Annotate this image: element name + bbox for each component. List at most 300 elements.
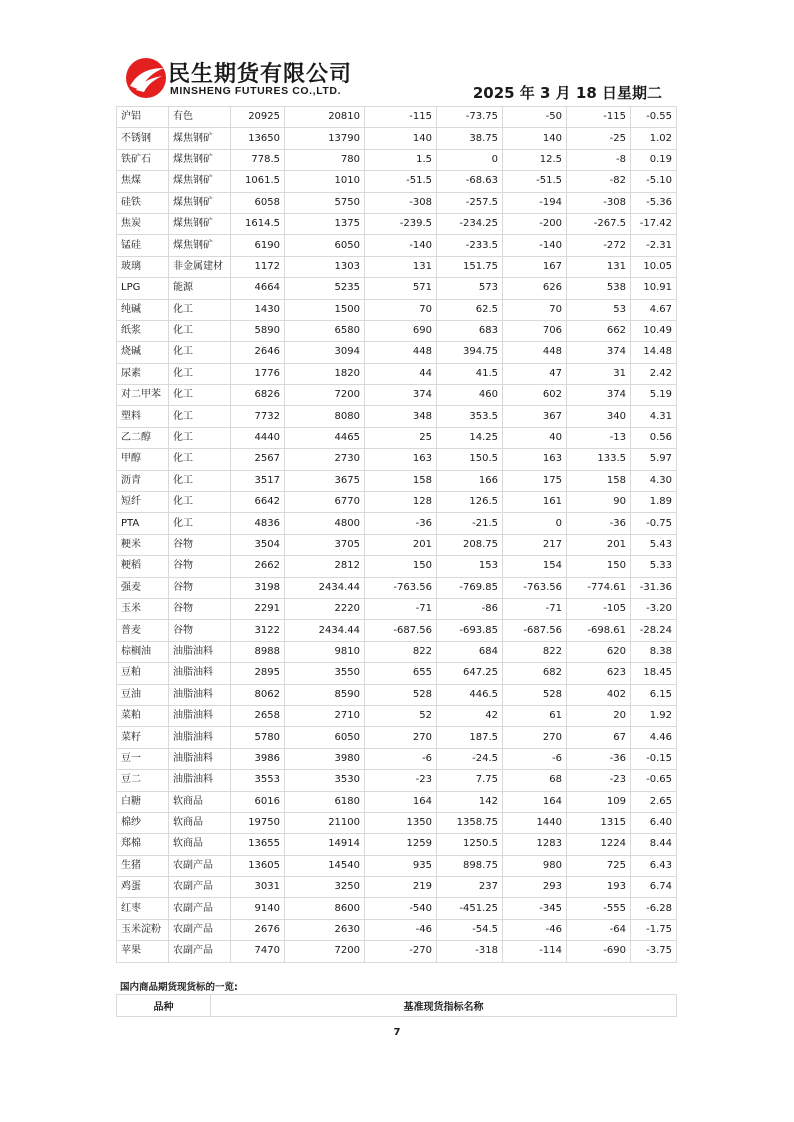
table-row xyxy=(117,620,677,641)
value-cell: 374 xyxy=(567,342,631,363)
value-cell: 448 xyxy=(503,342,567,363)
table-row xyxy=(117,641,677,662)
table-row xyxy=(117,941,677,962)
value-cell: 3504 xyxy=(231,534,285,555)
value-cell: 6190 xyxy=(231,235,285,256)
value-cell: 270 xyxy=(365,727,437,748)
value-cell: 10.49 xyxy=(631,320,677,341)
variety-cell: 苹果 xyxy=(117,941,169,962)
value-cell: 2658 xyxy=(231,705,285,726)
value-cell: 2812 xyxy=(285,556,365,577)
value-cell: 2676 xyxy=(231,919,285,940)
value-cell: -318 xyxy=(437,941,503,962)
value-cell: 13790 xyxy=(285,128,365,149)
table-row xyxy=(117,320,677,341)
value-cell: 348 xyxy=(365,406,437,427)
value-cell: -698.61 xyxy=(567,620,631,641)
table-row xyxy=(117,919,677,940)
value-cell: 573 xyxy=(437,278,503,299)
variety-cell: 对二甲苯 xyxy=(117,385,169,406)
value-cell: 3517 xyxy=(231,470,285,491)
sector-cell: 谷物 xyxy=(169,534,231,555)
sector-cell: 能源 xyxy=(169,278,231,299)
value-cell: 164 xyxy=(503,791,567,812)
value-cell: 2.42 xyxy=(631,363,677,384)
value-cell: 2220 xyxy=(285,598,365,619)
variety-cell: 铁矿石 xyxy=(117,149,169,170)
company-logo xyxy=(124,56,384,102)
value-cell: 4800 xyxy=(285,513,365,534)
table-row xyxy=(117,299,677,320)
value-cell: 2.65 xyxy=(631,791,677,812)
value-cell: 2646 xyxy=(231,342,285,363)
variety-cell: 豆二 xyxy=(117,770,169,791)
value-cell: -5.36 xyxy=(631,192,677,213)
value-cell: 4465 xyxy=(285,427,365,448)
variety-cell: 纸浆 xyxy=(117,320,169,341)
index-col-variety: 品种 xyxy=(117,995,211,1017)
value-cell: 1.02 xyxy=(631,128,677,149)
value-cell: -0.75 xyxy=(631,513,677,534)
value-cell: 0 xyxy=(437,149,503,170)
value-cell: 208.75 xyxy=(437,534,503,555)
value-cell: -73.75 xyxy=(437,107,503,128)
value-cell: 1.5 xyxy=(365,149,437,170)
value-cell: 7.75 xyxy=(437,770,503,791)
futures-basis-table xyxy=(116,106,677,963)
value-cell: 3675 xyxy=(285,470,365,491)
value-cell: -687.56 xyxy=(365,620,437,641)
value-cell: 126.5 xyxy=(437,492,503,513)
value-cell: 6642 xyxy=(231,492,285,513)
value-cell: 690 xyxy=(365,320,437,341)
value-cell: 4.46 xyxy=(631,727,677,748)
variety-cell: 粳稻 xyxy=(117,556,169,577)
value-cell: 1500 xyxy=(285,299,365,320)
sector-cell: 化工 xyxy=(169,363,231,384)
value-cell: -36 xyxy=(567,748,631,769)
value-cell: 133.5 xyxy=(567,449,631,470)
value-cell: 1.92 xyxy=(631,705,677,726)
value-cell: 402 xyxy=(567,684,631,705)
value-cell: 3986 xyxy=(231,748,285,769)
variety-cell: 锰硅 xyxy=(117,235,169,256)
value-cell: 3705 xyxy=(285,534,365,555)
value-cell: -31.36 xyxy=(631,577,677,598)
value-cell: 131 xyxy=(567,256,631,277)
sector-cell: 农副产品 xyxy=(169,941,231,962)
sector-cell: 化工 xyxy=(169,470,231,491)
value-cell: 374 xyxy=(567,385,631,406)
value-cell: 18.45 xyxy=(631,663,677,684)
value-cell: 187.5 xyxy=(437,727,503,748)
value-cell: 662 xyxy=(567,320,631,341)
value-cell: 38.75 xyxy=(437,128,503,149)
variety-cell: 鸡蛋 xyxy=(117,877,169,898)
sector-cell: 农副产品 xyxy=(169,919,231,940)
variety-cell: 沪铝 xyxy=(117,107,169,128)
value-cell: -50 xyxy=(503,107,567,128)
company-name-en: MINSHENG FUTURES CO.,LTD. xyxy=(170,85,342,97)
value-cell: -51.5 xyxy=(503,171,567,192)
value-cell: -24.5 xyxy=(437,748,503,769)
value-cell: 90 xyxy=(567,492,631,513)
value-cell: 683 xyxy=(437,320,503,341)
value-cell: 14.25 xyxy=(437,427,503,448)
value-cell: 163 xyxy=(365,449,437,470)
value-cell: -86 xyxy=(437,598,503,619)
value-cell: 7732 xyxy=(231,406,285,427)
value-cell: -115 xyxy=(365,107,437,128)
value-cell: 980 xyxy=(503,855,567,876)
value-cell: 1614.5 xyxy=(231,213,285,234)
table-row xyxy=(117,128,677,149)
value-cell: 20810 xyxy=(285,107,365,128)
value-cell: 47 xyxy=(503,363,567,384)
value-cell: -71 xyxy=(503,598,567,619)
value-cell: 0.19 xyxy=(631,149,677,170)
table-row xyxy=(117,149,677,170)
variety-cell: 烧碱 xyxy=(117,342,169,363)
value-cell: -46 xyxy=(503,919,567,940)
value-cell: 528 xyxy=(503,684,567,705)
value-cell: 1303 xyxy=(285,256,365,277)
value-cell: 7200 xyxy=(285,385,365,406)
value-cell: 1224 xyxy=(567,834,631,855)
value-cell: 682 xyxy=(503,663,567,684)
value-cell: 154 xyxy=(503,556,567,577)
sector-cell: 煤焦钢矿 xyxy=(169,171,231,192)
value-cell: 2895 xyxy=(231,663,285,684)
value-cell: 13605 xyxy=(231,855,285,876)
value-cell: 0 xyxy=(503,513,567,534)
variety-cell: 塑料 xyxy=(117,406,169,427)
value-cell: 40 xyxy=(503,427,567,448)
value-cell: 1350 xyxy=(365,812,437,833)
value-cell: 13650 xyxy=(231,128,285,149)
sector-cell: 软商品 xyxy=(169,791,231,812)
sector-cell: 煤焦钢矿 xyxy=(169,235,231,256)
company-name-cn: 民生期货有限公司 xyxy=(168,62,353,87)
value-cell: -6 xyxy=(503,748,567,769)
value-cell: 151.75 xyxy=(437,256,503,277)
variety-cell: 郑棉 xyxy=(117,834,169,855)
value-cell: 1.89 xyxy=(631,492,677,513)
variety-cell: 豆油 xyxy=(117,684,169,705)
value-cell: -105 xyxy=(567,598,631,619)
value-cell: 5.33 xyxy=(631,556,677,577)
value-cell: -54.5 xyxy=(437,919,503,940)
variety-cell: LPG xyxy=(117,278,169,299)
value-cell: 1430 xyxy=(231,299,285,320)
sector-cell: 油脂油料 xyxy=(169,748,231,769)
value-cell: -25 xyxy=(567,128,631,149)
value-cell: 164 xyxy=(365,791,437,812)
value-cell: 140 xyxy=(503,128,567,149)
table-row xyxy=(117,492,677,513)
value-cell: 8080 xyxy=(285,406,365,427)
value-cell: -36 xyxy=(567,513,631,534)
variety-cell: 棉纱 xyxy=(117,812,169,833)
value-cell: -140 xyxy=(503,235,567,256)
value-cell: 1259 xyxy=(365,834,437,855)
table-row xyxy=(117,598,677,619)
value-cell: 780 xyxy=(285,149,365,170)
value-cell: 822 xyxy=(365,641,437,662)
value-cell: 20925 xyxy=(231,107,285,128)
value-cell: 655 xyxy=(365,663,437,684)
sector-cell: 农副产品 xyxy=(169,898,231,919)
value-cell: -0.15 xyxy=(631,748,677,769)
value-cell: 62.5 xyxy=(437,299,503,320)
value-cell: 131 xyxy=(365,256,437,277)
value-cell: -555 xyxy=(567,898,631,919)
value-cell: 270 xyxy=(503,727,567,748)
value-cell: 6.40 xyxy=(631,812,677,833)
value-cell: -68.63 xyxy=(437,171,503,192)
value-cell: 4.31 xyxy=(631,406,677,427)
value-cell: -267.5 xyxy=(567,213,631,234)
value-cell: 150.5 xyxy=(437,449,503,470)
value-cell: 626 xyxy=(503,278,567,299)
value-cell: 10.91 xyxy=(631,278,677,299)
table-row xyxy=(117,513,677,534)
value-cell: 6180 xyxy=(285,791,365,812)
value-cell: 4836 xyxy=(231,513,285,534)
value-cell: -46 xyxy=(365,919,437,940)
variety-cell: 焦煤 xyxy=(117,171,169,192)
variety-cell: 玉米 xyxy=(117,598,169,619)
value-cell: 374 xyxy=(365,385,437,406)
value-cell: 3198 xyxy=(231,577,285,598)
table-row xyxy=(117,577,677,598)
report-date: 2025 年 3 月 18 日星期二 xyxy=(472,84,662,102)
value-cell: 4.30 xyxy=(631,470,677,491)
value-cell: 44 xyxy=(365,363,437,384)
variety-cell: 甲醇 xyxy=(117,449,169,470)
variety-cell: 豆一 xyxy=(117,748,169,769)
value-cell: -13 xyxy=(567,427,631,448)
value-cell: -239.5 xyxy=(365,213,437,234)
sector-cell: 化工 xyxy=(169,427,231,448)
sector-cell: 化工 xyxy=(169,513,231,534)
variety-cell: 白糖 xyxy=(117,791,169,812)
sector-cell: 油脂油料 xyxy=(169,663,231,684)
value-cell: 448 xyxy=(365,342,437,363)
value-cell: 1820 xyxy=(285,363,365,384)
value-cell: -140 xyxy=(365,235,437,256)
value-cell: 1061.5 xyxy=(231,171,285,192)
sector-cell: 有色 xyxy=(169,107,231,128)
value-cell: 1776 xyxy=(231,363,285,384)
variety-cell: 硅铁 xyxy=(117,192,169,213)
value-cell: 68 xyxy=(503,770,567,791)
variety-cell: 纯碱 xyxy=(117,299,169,320)
value-cell: 340 xyxy=(567,406,631,427)
sector-cell: 农副产品 xyxy=(169,877,231,898)
table-row xyxy=(117,171,677,192)
table-row xyxy=(117,791,677,812)
value-cell: 394.75 xyxy=(437,342,503,363)
value-cell: 446.5 xyxy=(437,684,503,705)
value-cell: -763.56 xyxy=(365,577,437,598)
value-cell: 8988 xyxy=(231,641,285,662)
table-row xyxy=(117,770,677,791)
value-cell: 153 xyxy=(437,556,503,577)
value-cell: -1.75 xyxy=(631,919,677,940)
table-row xyxy=(117,470,677,491)
value-cell: 1010 xyxy=(285,171,365,192)
table-row xyxy=(117,427,677,448)
value-cell: 571 xyxy=(365,278,437,299)
value-cell: -115 xyxy=(567,107,631,128)
variety-cell: 生猪 xyxy=(117,855,169,876)
value-cell: -769.85 xyxy=(437,577,503,598)
value-cell: 237 xyxy=(437,877,503,898)
value-cell: 2434.44 xyxy=(285,620,365,641)
table-row xyxy=(117,278,677,299)
value-cell: 6580 xyxy=(285,320,365,341)
value-cell: -0.55 xyxy=(631,107,677,128)
value-cell: 293 xyxy=(503,877,567,898)
value-cell: -345 xyxy=(503,898,567,919)
value-cell: 1375 xyxy=(285,213,365,234)
value-cell: 163 xyxy=(503,449,567,470)
value-cell: 158 xyxy=(567,470,631,491)
value-cell: 778.5 xyxy=(231,149,285,170)
sector-cell: 农副产品 xyxy=(169,855,231,876)
sector-cell: 煤焦钢矿 xyxy=(169,213,231,234)
sector-cell: 软商品 xyxy=(169,812,231,833)
value-cell: 201 xyxy=(567,534,631,555)
value-cell: -451.25 xyxy=(437,898,503,919)
sector-cell: 非金属建材 xyxy=(169,256,231,277)
value-cell: -308 xyxy=(567,192,631,213)
value-cell: 14.48 xyxy=(631,342,677,363)
sector-cell: 软商品 xyxy=(169,834,231,855)
value-cell: -194 xyxy=(503,192,567,213)
value-cell: 3031 xyxy=(231,877,285,898)
value-cell: 52 xyxy=(365,705,437,726)
value-cell: 602 xyxy=(503,385,567,406)
value-cell: 6826 xyxy=(231,385,285,406)
value-cell: 528 xyxy=(365,684,437,705)
value-cell: 2710 xyxy=(285,705,365,726)
sector-cell: 油脂油料 xyxy=(169,727,231,748)
value-cell: 166 xyxy=(437,470,503,491)
value-cell: -23 xyxy=(365,770,437,791)
value-cell: 647.25 xyxy=(437,663,503,684)
table-row xyxy=(117,256,677,277)
value-cell: 3980 xyxy=(285,748,365,769)
value-cell: 31 xyxy=(567,363,631,384)
value-cell: 460 xyxy=(437,385,503,406)
sector-cell: 煤焦钢矿 xyxy=(169,192,231,213)
variety-cell: 强麦 xyxy=(117,577,169,598)
value-cell: 1440 xyxy=(503,812,567,833)
variety-cell: 豆粕 xyxy=(117,663,169,684)
sector-cell: 油脂油料 xyxy=(169,770,231,791)
value-cell: 13655 xyxy=(231,834,285,855)
value-cell: 219 xyxy=(365,877,437,898)
value-cell: 6016 xyxy=(231,791,285,812)
value-cell: 5890 xyxy=(231,320,285,341)
value-cell: 6058 xyxy=(231,192,285,213)
table-row xyxy=(117,727,677,748)
value-cell: 41.5 xyxy=(437,363,503,384)
table-row xyxy=(117,406,677,427)
variety-cell: 短纤 xyxy=(117,492,169,513)
sector-cell: 煤焦钢矿 xyxy=(169,128,231,149)
variety-cell: 粳米 xyxy=(117,534,169,555)
table-row xyxy=(117,684,677,705)
sector-cell: 油脂油料 xyxy=(169,684,231,705)
variety-cell: 普麦 xyxy=(117,620,169,641)
value-cell: 8062 xyxy=(231,684,285,705)
table-row xyxy=(117,834,677,855)
table-row xyxy=(117,235,677,256)
value-cell: 8.38 xyxy=(631,641,677,662)
value-cell: -82 xyxy=(567,171,631,192)
value-cell: 5780 xyxy=(231,727,285,748)
value-cell: -114 xyxy=(503,941,567,962)
value-cell: 142 xyxy=(437,791,503,812)
table-row xyxy=(117,342,677,363)
value-cell: 8.44 xyxy=(631,834,677,855)
table-row xyxy=(117,663,677,684)
value-cell: -64 xyxy=(567,919,631,940)
value-cell: 935 xyxy=(365,855,437,876)
index-col-name: 基准现货指标名称 xyxy=(211,995,677,1017)
variety-cell: 焦炭 xyxy=(117,213,169,234)
value-cell: 8590 xyxy=(285,684,365,705)
variety-cell: 玉米淀粉 xyxy=(117,919,169,940)
variety-cell: 菜粕 xyxy=(117,705,169,726)
sector-cell: 油脂油料 xyxy=(169,641,231,662)
value-cell: -71 xyxy=(365,598,437,619)
value-cell: 353.5 xyxy=(437,406,503,427)
value-cell: 70 xyxy=(503,299,567,320)
value-cell: 25 xyxy=(365,427,437,448)
value-cell: 1172 xyxy=(231,256,285,277)
value-cell: 19750 xyxy=(231,812,285,833)
value-cell: 6770 xyxy=(285,492,365,513)
value-cell: -23 xyxy=(567,770,631,791)
value-cell: -200 xyxy=(503,213,567,234)
sector-cell: 谷物 xyxy=(169,577,231,598)
value-cell: 9140 xyxy=(231,898,285,919)
sector-cell: 煤焦钢矿 xyxy=(169,149,231,170)
table-row xyxy=(117,705,677,726)
table-row xyxy=(117,449,677,470)
value-cell: -6.28 xyxy=(631,898,677,919)
table-row xyxy=(117,534,677,555)
value-cell: 725 xyxy=(567,855,631,876)
variety-cell: 棕榈油 xyxy=(117,641,169,662)
variety-cell: PTA xyxy=(117,513,169,534)
value-cell: 3530 xyxy=(285,770,365,791)
value-cell: 158 xyxy=(365,470,437,491)
value-cell: 193 xyxy=(567,877,631,898)
value-cell: -234.25 xyxy=(437,213,503,234)
value-cell: 0.56 xyxy=(631,427,677,448)
table-row xyxy=(117,192,677,213)
value-cell: -257.5 xyxy=(437,192,503,213)
value-cell: 4.67 xyxy=(631,299,677,320)
sector-cell: 化工 xyxy=(169,342,231,363)
value-cell: 4664 xyxy=(231,278,285,299)
value-cell: 10.05 xyxy=(631,256,677,277)
